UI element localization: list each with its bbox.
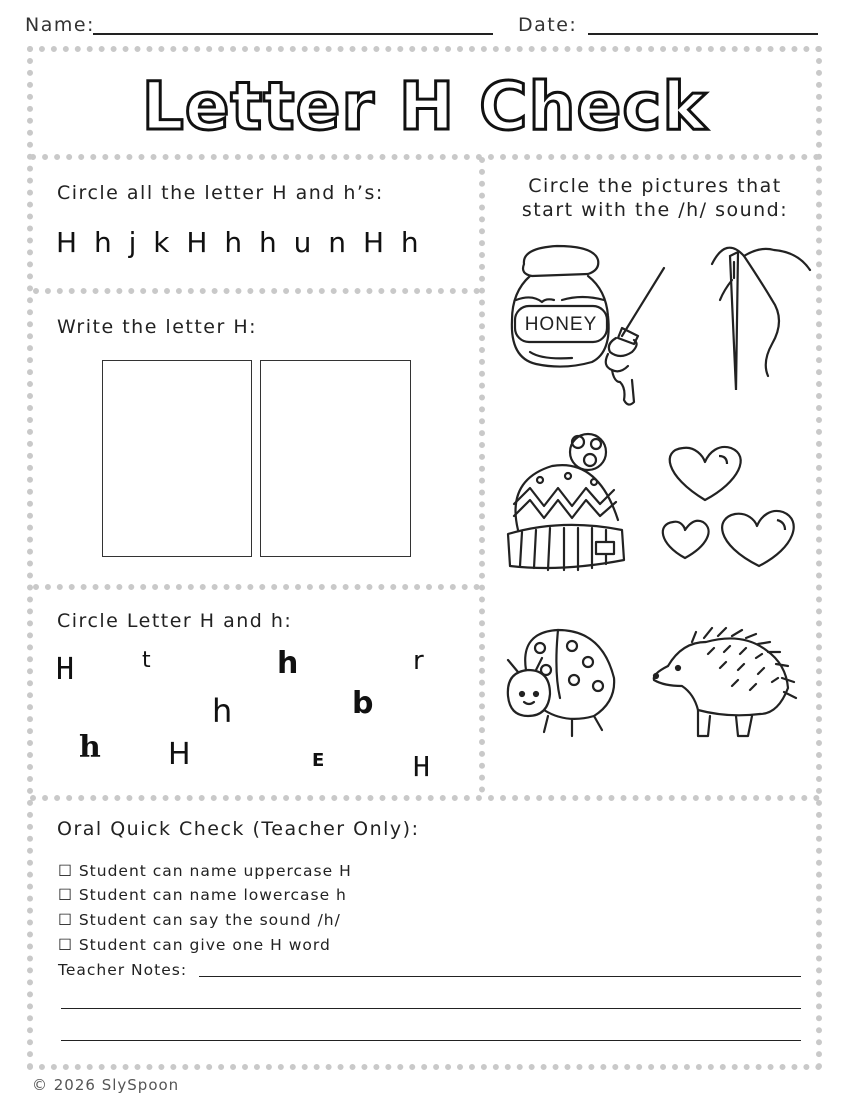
pictures-instruction: Circle the pictures that start with the /h/ sound: (521, 175, 789, 221)
page-title: Letter H Check (141, 67, 708, 145)
checkbox-icon[interactable]: ☐ (58, 886, 73, 904)
notes-line[interactable] (61, 1008, 801, 1009)
checklist-item[interactable] (58, 911, 341, 929)
scatter-letter[interactable]: H (56, 652, 75, 687)
scatter-letter[interactable]: b (352, 686, 374, 721)
section1-divider (33, 288, 480, 294)
letter-row[interactable]: H h j k H h h u n H h (56, 226, 421, 259)
scatter-letter[interactable]: h (277, 646, 299, 681)
section2-instruction: Write the letter H: (57, 316, 258, 338)
winter-hat-icon[interactable] (500, 430, 630, 580)
hearts-icon[interactable] (655, 440, 805, 570)
hedgehog-icon[interactable] (648, 624, 808, 744)
scatter-letter[interactable]: H (413, 750, 430, 783)
title-divider (30, 154, 820, 160)
section1-instruction: Circle all the letter H and h’s: (57, 182, 384, 204)
checklist-item[interactable] (58, 862, 352, 880)
checkbox-icon[interactable]: ☐ (58, 862, 73, 880)
name-label: Name: (25, 14, 95, 36)
date-line[interactable] (588, 33, 818, 35)
oral-divider (30, 795, 820, 801)
scatter-letter[interactable]: h (212, 692, 233, 730)
scatter-letter[interactable]: r (413, 646, 424, 676)
write-box-2[interactable] (260, 360, 411, 557)
needle-thread-icon[interactable] (700, 240, 820, 400)
section3-instruction: Circle Letter H and h: (57, 610, 293, 632)
scatter-letter[interactable]: t (142, 648, 151, 673)
scatter-letter[interactable]: H (168, 737, 191, 772)
section2-divider (33, 584, 480, 590)
checkbox-icon[interactable]: ☐ (58, 911, 73, 929)
checkbox-icon[interactable]: ☐ (58, 936, 73, 954)
name-line[interactable] (93, 33, 493, 35)
scatter-letter[interactable]: h (79, 730, 101, 765)
write-box-1[interactable] (102, 360, 252, 557)
checklist-item[interactable] (58, 886, 347, 904)
checklist-label: Student can say the sound /h/ (78, 911, 341, 929)
date-label: Date: (518, 14, 578, 36)
teacher-notes-label: Teacher Notes: (58, 961, 188, 979)
notes-line[interactable] (61, 1040, 801, 1041)
ladybug-icon[interactable] (496, 624, 626, 744)
checklist-label: Student can name lowercase h (78, 886, 347, 904)
checklist-item[interactable] (58, 936, 331, 954)
honey-pot-icon[interactable] (502, 240, 672, 410)
honey-label: HONEY (524, 314, 598, 335)
column-divider (479, 157, 485, 793)
notes-line[interactable] (199, 976, 801, 977)
checklist-label: Student can give one H word (78, 936, 331, 954)
checklist-label: Student can name uppercase H (78, 862, 352, 880)
scatter-letter[interactable]: E (312, 750, 325, 771)
copyright: © 2026 SlySpoon (32, 1076, 180, 1094)
oral-heading: Oral Quick Check (Teacher Only): (57, 818, 420, 840)
